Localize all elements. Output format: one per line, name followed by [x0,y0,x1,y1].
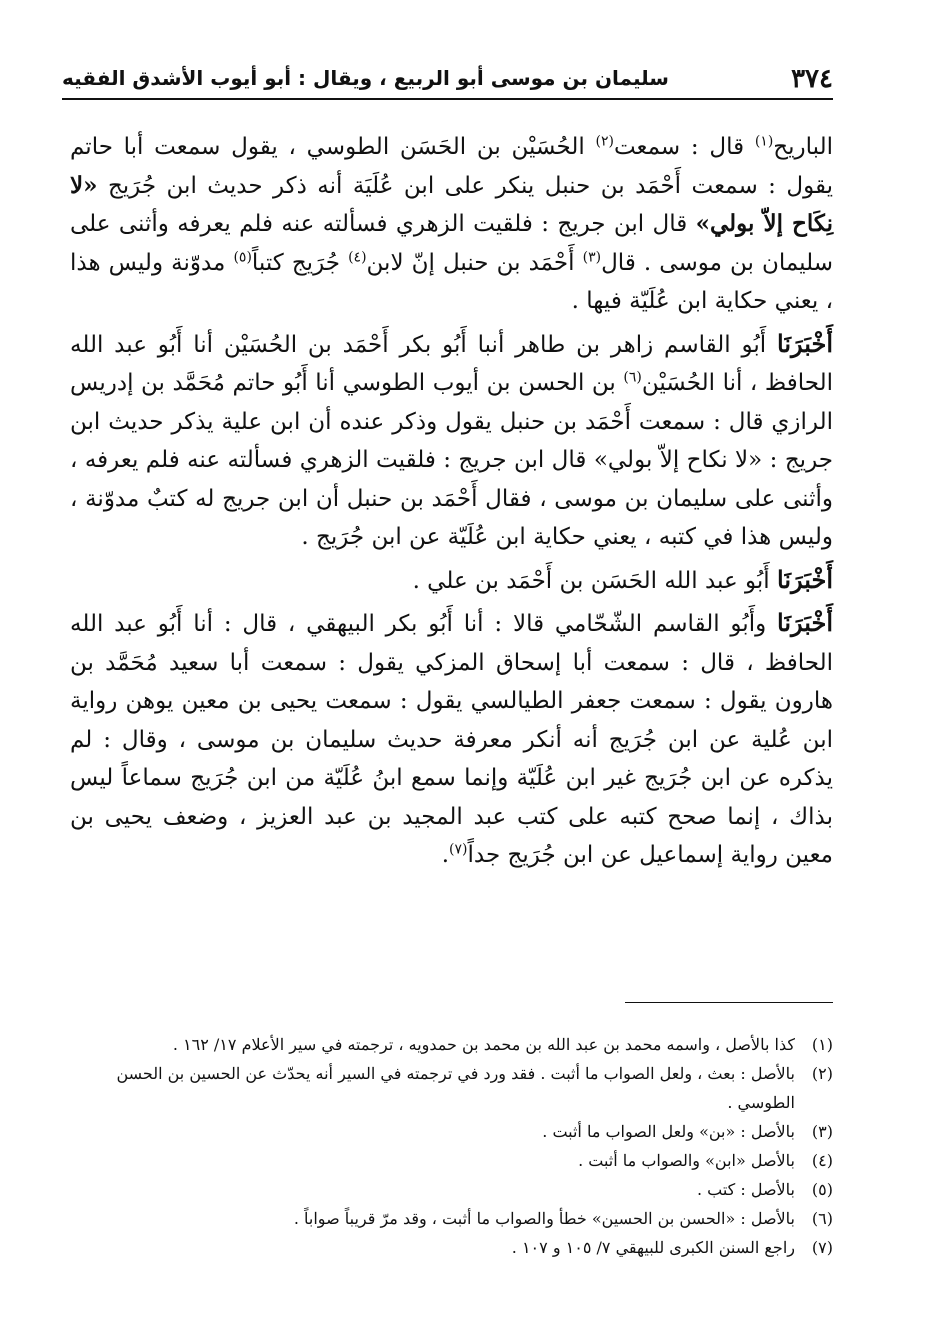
text-run: جُرَيج كتباً [251,249,349,276]
paragraph [70,325,833,557]
footnote-reference: (٥) [233,248,252,265]
paragraph [70,128,833,321]
paragraph [70,561,833,601]
footnote-item [70,1059,833,1117]
text-run: قال ابن جريج : فلقيت الزهري فسألته عنه فلم يعرفه وأثنى على سليمان بن موسى . قال [70,211,833,276]
footnote-number: (٥) [811,1180,833,1199]
footnote-text: راجع السنن الكبرى للبيهقي ٧/ ١٠٥ و ١٠٧ . [511,1238,795,1257]
running-title: سليمان بن موسى أبو الربيع ، ويقال : أبو أيوب الأشدق الفقيه [62,66,669,90]
text-run: الحُسَيْن بن الحَسَن الطوسي ، يقول سمعت أبا حاتم يقول : سمعت أَحْمَد بن حنبل ينكر على ابن عُلَيَة أنه ذكر حديث ابن جُرَيج [70,134,833,199]
footnote-reference: (١) [754,133,774,150]
footnote-number: (٣) [811,1122,833,1141]
footnote-item [70,1204,833,1233]
footnote-reference: (٦) [623,369,642,386]
footnote-number: (٢) [811,1064,833,1083]
footnote-text: كذا بالأصل ، واسمه محمد بن عبد الله بن محمد بن حمدويه ، ترجمته في سير الأعلام ١٧/ ١٦٢ . [172,1035,795,1054]
footnote-item [70,1233,833,1262]
narration-opener: أَخْبَرَنَا [777,608,833,637]
footnote-item [70,1117,833,1146]
main-text [70,128,833,879]
text-run: أَبُو عبد الله الحَسَن بن أَحْمَد بن علي . [412,567,778,594]
hadith-quote: «لا نِكَاح إلاّ بولي» [70,171,833,237]
footnote-text: بالأصل «ابن» والصواب ما أثبت . [578,1151,795,1170]
footnote-number: (٦) [811,1209,833,1228]
footnote-number: (٤) [811,1151,833,1170]
text-run: أَبُو القاسم زاهر بن طاهر أنبا أَبُو بكر أَحْمَد بن الحُسَيْن أنا أَبُو عبد الله الحافظ ، أنا الحُسَيْن [70,331,833,396]
footnote-reference: (٣) [582,248,602,265]
footnote-item [70,1030,833,1059]
text-run: وأَبُو القاسم الشّحّامي قالا : أنا أَبُو بكر البيهقي ، قال : أنا أَبُو عبد الله الحافظ ، قال : سمعت أبا إسحاق المزكي يقول : سمعت أبا سعيد مُحَمَّد بن هارون يقول : سمعت جعفر الطيالسي يقول : سمعت يحيى بن معين يوهن رواية ابن عُلية عن ابن جُرَيج أنه أنكر معرفة حديث سليمان بن موسى ، وقال : لم يذكره عن ابن جُرَيج غير ابن عُلَيّة وإنما سمع ابنُ عُلَيّة من ابن جُرَيج سماعاً ليس بذاك ، إنما صحح كتبه على كتب عبد المجيد بن عبد العزيز ، وضعف يحيى بن معين رواية إسماعيل عن ابن جُرَيج جداً [70,611,833,868]
footnote-number: (٧) [811,1238,833,1257]
footnote-separator [625,1002,833,1003]
footnote-number: (١) [811,1035,833,1054]
footnote-text: بالأصل : كتب . [696,1180,795,1199]
footnote-item [70,1175,833,1204]
footnotes [70,1030,833,1262]
running-header [62,62,833,100]
footnote-reference: (٧) [449,841,468,858]
text-run: . [441,842,450,868]
narration-opener: أَخْبَرَنَا [777,328,833,358]
footnote-reference: (٢) [595,133,614,150]
text-run: الباريح [773,134,833,160]
footnote-text: بالأصل : «بن» ولعل الصواب ما أثبت . [542,1122,795,1141]
page-number: ٣٧٤ [791,64,833,94]
paragraph [70,604,833,875]
footnote-text: بالأصل : بعث ، ولعل الصواب ما أثبت . فقد ورد في ترجمته في السير أنه يحدّث عن الحسين بن الحسن الطوسي . [116,1064,795,1112]
text-run: بن الحسن بن أيوب الطوسي أنا أَبُو حاتم مُحَمَّد بن إدريس الرازي قال : سمعت أَحْمَد بن حنبل يقول وذكر عنده أن ابن علية يذكر حديث ابن جريج : «لا نكاح إلاّ بولي» قال ابن جريج : فلقيت الزهري فسألته عنه فلم يعرفه ، وأثنى على سليمان بن موسى ، فقال أَحْمَد بن حنبل أن ابن جريج له كتبٌ مدوّنة ، وليس هذا في كتبه ، يعني حكاية ابن عُلَيّة عن ابن جُرَيج . [70,370,833,550]
text-run: قال : سمعت [613,134,755,160]
text-run: أَحْمَد بن حنبل إنّ لابن [366,249,583,276]
footnote-reference: (٤) [348,248,367,265]
narration-opener: أَخْبَرَنَا [777,564,833,594]
footnote-text: بالأصل : «الحسن بن الحسين» خطأ والصواب ما أثبت ، وقد مرّ قريباً صواباً . [293,1209,795,1228]
text-run: مدوّنة وليس هذا ، يعني حكاية ابن عُلَيّة فيها . [70,249,833,314]
footnote-item [70,1146,833,1175]
